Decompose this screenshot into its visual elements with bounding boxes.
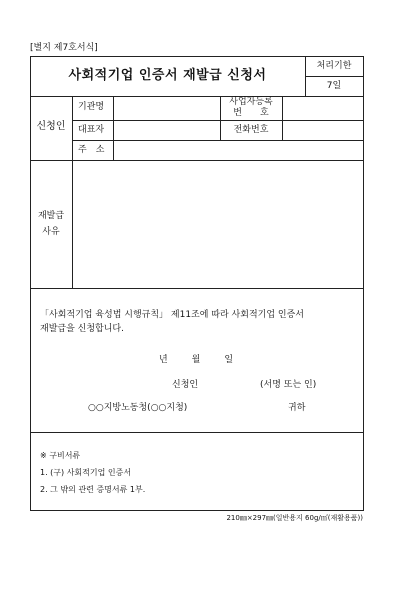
biz-reg-field[interactable] (283, 97, 363, 119)
phone-label: 전화번호 (233, 125, 269, 135)
sign-label: (서명 또는 인) (260, 380, 317, 390)
biz-reg-label-2: 번 호 (233, 108, 269, 118)
attachment-item: 2. 그 밖의 관련 증명서류 1부. (40, 485, 146, 494)
table-border-top (30, 56, 364, 57)
org-name-field[interactable] (114, 97, 219, 119)
address-label: 주 소 (78, 145, 105, 155)
table-border-bottom (30, 510, 364, 511)
attachments-heading: ※ 구비서류 (40, 451, 81, 460)
org-name-label: 기관명 (78, 102, 105, 112)
address-field[interactable] (114, 141, 363, 159)
rep-field[interactable] (114, 121, 219, 139)
date-line: 년 월 일 (158, 355, 236, 365)
reason-label-2: 사유 (42, 227, 60, 237)
processing-label: 처리기한 (316, 61, 352, 71)
reason-field[interactable] (73, 161, 363, 287)
statement-line-1: 「사회적기업 육성법 시행규칙」 제11조에 따라 사회적기업 인증서 (40, 310, 304, 320)
processing-row-divider (305, 76, 363, 77)
attachments-divider (30, 432, 364, 433)
form-title: 사회적기업 인증서 재발급 신청서 (68, 68, 267, 83)
reason-bottom (30, 288, 364, 289)
recipient: ○○지방노동청(○○지청) (88, 403, 188, 413)
processing-value: 7일 (326, 81, 342, 91)
form-label: [별지 제7호서식] (30, 43, 98, 53)
reason-label: 재발급 (37, 211, 65, 221)
biz-reg-label: 사업자등록 (229, 97, 273, 107)
phone-field[interactable] (283, 121, 363, 139)
honorific: 귀하 (288, 403, 306, 413)
rep-label: 대표자 (78, 125, 105, 135)
statement-line-2: 재발급을 신청합니다. (40, 324, 124, 334)
sign-applicant-label: 신청인 (172, 380, 199, 390)
attachment-item: 1. (구) 사회적기업 인증서 (40, 468, 132, 477)
table-border-right (363, 56, 364, 511)
applicant-section-label: 신청인 (36, 121, 66, 132)
paper-spec: 210㎜×297㎜(일반용지 60g/㎡(재활용품)) (226, 514, 363, 522)
